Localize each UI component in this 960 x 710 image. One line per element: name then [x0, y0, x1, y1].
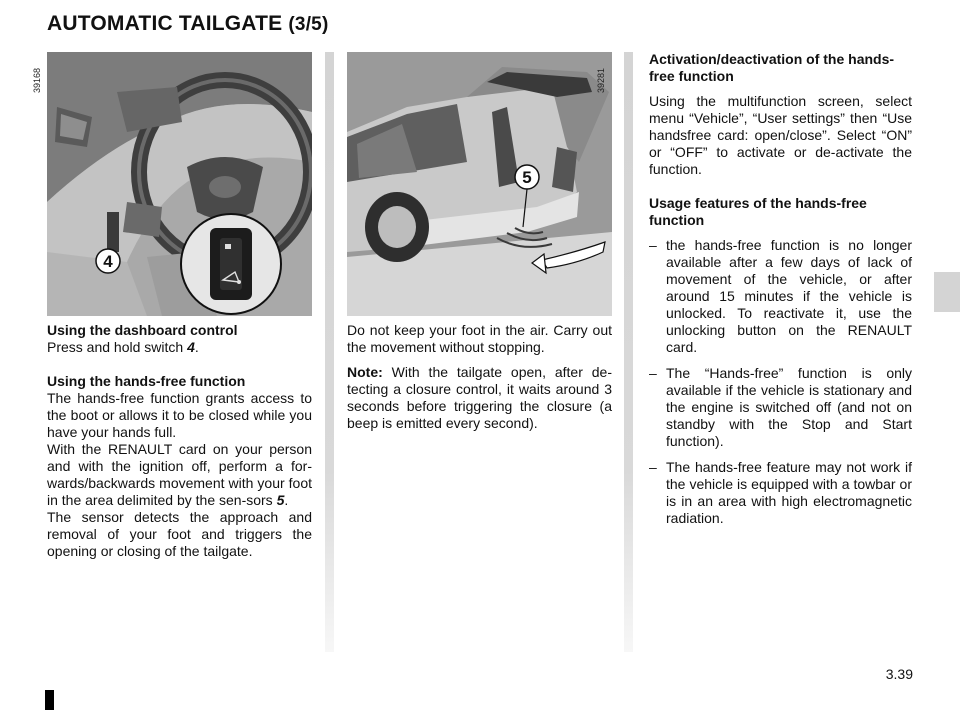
dashboard-heading: Using the dashboard control — [47, 322, 238, 338]
closure-note — [347, 364, 612, 432]
figure-right-ref: 39281 — [596, 67, 606, 93]
column-divider-left — [325, 52, 334, 652]
usage-item: – the hands-free function is no longer available after a few days of lack of movement of the vehicle, or after around 15 minutes if the vehicle is unlocked. To reactivate it, use the unlocking button on the RENAULT card. — [649, 237, 912, 356]
note-label: Note: — [347, 364, 383, 380]
usage-heading: Usage features of the hands-free function — [649, 195, 867, 228]
tailgate-drawing — [347, 52, 612, 316]
usage-item: – The hands-free feature may not work if the vehicle is equipped with a towbar or is in an area with high electromagnetic radiation. — [649, 459, 912, 527]
sensor-description: The sensor detects the approach and removal of your foot and triggers the opening or closing of the tailgate. — [47, 509, 312, 559]
switch-4-reference: 4 — [187, 339, 195, 355]
dashboard-drawing — [47, 52, 312, 316]
page-title-text: AUTOMATIC TAILGATE — [47, 12, 283, 35]
page-title-part: (3/5) — [288, 14, 329, 35]
activation-instructions: Using the multifunction screen, select menu “Vehicle”, “User settings” then “Use handsfree card: open/close”. Select “ON” or “OFF” to activate or de-activate the function. — [649, 93, 912, 177]
column-3-text — [649, 51, 912, 536]
section-thumb-tab — [934, 272, 960, 312]
card-instruction-end: . — [284, 492, 289, 508]
handsfree-description: The hands-free function grants access to the boot or allows it to be closed while you have your hands full. — [47, 390, 312, 440]
column-divider-right — [624, 52, 633, 652]
page-number: 3.39 — [885, 666, 913, 682]
sensor-5-reference: 5 — [276, 492, 285, 508]
dashboard-instruction — [47, 339, 312, 356]
dashboard-instruction-text: Press and hold switch — [47, 339, 188, 355]
figure-left-ref: 39168 — [32, 67, 42, 93]
callout-4-label: 4 — [103, 252, 113, 271]
page-title — [47, 12, 328, 36]
column-1-text — [47, 322, 312, 560]
column-2-text — [347, 322, 612, 432]
dashboard-illustration — [47, 52, 312, 316]
activation-heading: Activation/deactivation of the hands-free function — [649, 51, 895, 84]
crop-mark — [45, 690, 54, 710]
foot-warning: Do not keep your foot in the air. Carry out the movement without stopping. — [347, 322, 612, 355]
card-instruction — [47, 441, 312, 509]
usage-item: – The “Hands-free” function is only available if the vehicle is stationary and the engine is switched off (and not on standby with the Stop and Start function). — [649, 365, 912, 450]
usage-list — [649, 237, 912, 527]
note-text: With the tailgate open, after de-tecting a closure control, it waits around 3 seconds before triggering the closure (a beep is emitted every second). — [347, 364, 612, 431]
dashboard-instruction-end: . — [194, 339, 199, 355]
tailgate-illustration — [347, 52, 612, 316]
handsfree-heading: Using the hands-free function — [47, 373, 246, 389]
card-instruction-text: With the RENAULT card on your person and with the ignition off, perform a for-wards/backwards movement with your foot in the area delimited by the sen-sors — [47, 441, 312, 508]
callout-5-label: 5 — [522, 168, 532, 187]
